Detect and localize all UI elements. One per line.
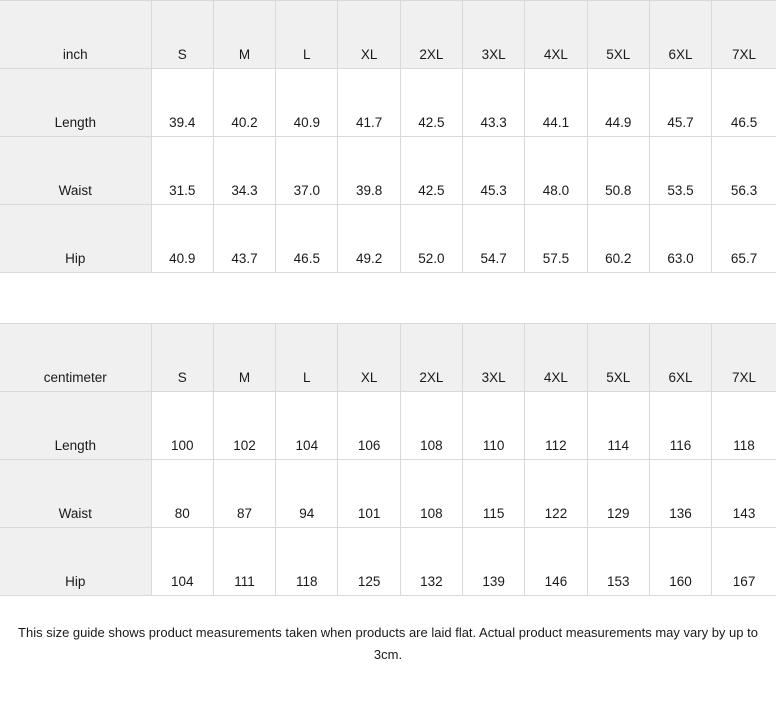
cell-hip-xl: 125 <box>338 528 400 596</box>
cell-hip-6xl: 63.0 <box>649 205 711 273</box>
cell-waist-6xl: 136 <box>649 460 711 528</box>
cell-waist-l: 37.0 <box>276 137 338 205</box>
cell-hip-s: 40.9 <box>151 205 213 273</box>
table-row <box>0 460 776 528</box>
cell-waist-4xl: 122 <box>525 460 587 528</box>
cell-waist-xl: 101 <box>338 460 400 528</box>
cell-hip-3xl: 139 <box>463 528 525 596</box>
size-header-4xl: 4XL <box>525 1 587 69</box>
table-row <box>0 392 776 460</box>
cell-waist-m: 34.3 <box>213 137 275 205</box>
size-header-5xl: 5XL <box>587 1 649 69</box>
size-header-6xl: 6XL <box>649 1 711 69</box>
cell-length-3xl: 43.3 <box>463 69 525 137</box>
cell-hip-6xl: 160 <box>649 528 711 596</box>
cell-length-m: 40.2 <box>213 69 275 137</box>
cell-hip-l: 46.5 <box>276 205 338 273</box>
size-header-s: S <box>151 324 213 392</box>
cell-length-4xl: 44.1 <box>525 69 587 137</box>
cell-length-7xl: 46.5 <box>712 69 776 137</box>
table-spacer <box>0 273 776 323</box>
size-guide-footnote: This size guide shows product measurements taken when products are laid flat. Actual product measurements may vary by up to 3cm. <box>18 625 758 662</box>
table-header-row <box>0 324 776 392</box>
size-header-xl: XL <box>338 324 400 392</box>
cell-hip-3xl: 54.7 <box>463 205 525 273</box>
cell-hip-xl: 49.2 <box>338 205 400 273</box>
cell-hip-2xl: 52.0 <box>400 205 462 273</box>
cell-hip-4xl: 146 <box>525 528 587 596</box>
size-header-4xl: 4XL <box>525 324 587 392</box>
table-row <box>0 69 776 137</box>
size-header-3xl: 3XL <box>463 1 525 69</box>
size-header-6xl: 6XL <box>649 324 711 392</box>
cell-length-3xl: 110 <box>463 392 525 460</box>
size-header-xl: XL <box>338 1 400 69</box>
cell-hip-4xl: 57.5 <box>525 205 587 273</box>
cell-length-m: 102 <box>213 392 275 460</box>
cell-hip-m: 111 <box>213 528 275 596</box>
row-label-length: Length <box>0 69 151 137</box>
cell-length-6xl: 116 <box>649 392 711 460</box>
row-label-hip: Hip <box>0 205 151 273</box>
cell-waist-5xl: 50.8 <box>587 137 649 205</box>
row-label-length: Length <box>0 392 151 460</box>
table-row <box>0 205 776 273</box>
cell-length-5xl: 114 <box>587 392 649 460</box>
cell-length-xl: 106 <box>338 392 400 460</box>
size-header-3xl: 3XL <box>463 324 525 392</box>
cell-waist-s: 80 <box>151 460 213 528</box>
size-header-s: S <box>151 1 213 69</box>
table-header-row <box>0 1 776 69</box>
cell-waist-3xl: 45.3 <box>463 137 525 205</box>
row-label-waist: Waist <box>0 137 151 205</box>
table-row <box>0 137 776 205</box>
size-header-5xl: 5XL <box>587 324 649 392</box>
unit-label-inch: inch <box>0 1 151 69</box>
cell-waist-6xl: 53.5 <box>649 137 711 205</box>
size-header-7xl: 7XL <box>712 1 776 69</box>
cell-length-xl: 41.7 <box>338 69 400 137</box>
centimeter-size-table <box>0 323 776 596</box>
cell-length-s: 100 <box>151 392 213 460</box>
size-header-m: M <box>213 1 275 69</box>
table-row <box>0 528 776 596</box>
cell-length-2xl: 108 <box>400 392 462 460</box>
size-header-2xl: 2XL <box>400 1 462 69</box>
cell-waist-m: 87 <box>213 460 275 528</box>
cell-waist-5xl: 129 <box>587 460 649 528</box>
inch-table-wrapper <box>0 0 776 273</box>
inch-size-table <box>0 0 776 273</box>
cell-hip-5xl: 153 <box>587 528 649 596</box>
cell-hip-2xl: 132 <box>400 528 462 596</box>
cell-length-4xl: 112 <box>525 392 587 460</box>
unit-label-centimeter: centimeter <box>0 324 151 392</box>
cell-hip-7xl: 65.7 <box>712 205 776 273</box>
cell-waist-2xl: 42.5 <box>400 137 462 205</box>
cell-length-l: 104 <box>276 392 338 460</box>
cell-hip-m: 43.7 <box>213 205 275 273</box>
size-header-l: L <box>276 1 338 69</box>
size-header-7xl: 7XL <box>712 324 776 392</box>
cell-waist-7xl: 143 <box>712 460 776 528</box>
cell-waist-l: 94 <box>276 460 338 528</box>
cell-length-5xl: 44.9 <box>587 69 649 137</box>
cell-waist-7xl: 56.3 <box>712 137 776 205</box>
cell-waist-3xl: 115 <box>463 460 525 528</box>
size-header-l: L <box>276 324 338 392</box>
cell-waist-xl: 39.8 <box>338 137 400 205</box>
cell-waist-s: 31.5 <box>151 137 213 205</box>
cell-waist-4xl: 48.0 <box>525 137 587 205</box>
cell-length-7xl: 118 <box>712 392 776 460</box>
cell-length-2xl: 42.5 <box>400 69 462 137</box>
size-header-m: M <box>213 324 275 392</box>
cell-hip-l: 118 <box>276 528 338 596</box>
cell-hip-5xl: 60.2 <box>587 205 649 273</box>
row-label-hip: Hip <box>0 528 151 596</box>
row-label-waist: Waist <box>0 460 151 528</box>
cell-waist-2xl: 108 <box>400 460 462 528</box>
cell-length-l: 40.9 <box>276 69 338 137</box>
cell-hip-s: 104 <box>151 528 213 596</box>
size-header-2xl: 2XL <box>400 324 462 392</box>
centimeter-table-wrapper <box>0 323 776 596</box>
cell-length-6xl: 45.7 <box>649 69 711 137</box>
cell-length-s: 39.4 <box>151 69 213 137</box>
cell-hip-7xl: 167 <box>712 528 776 596</box>
